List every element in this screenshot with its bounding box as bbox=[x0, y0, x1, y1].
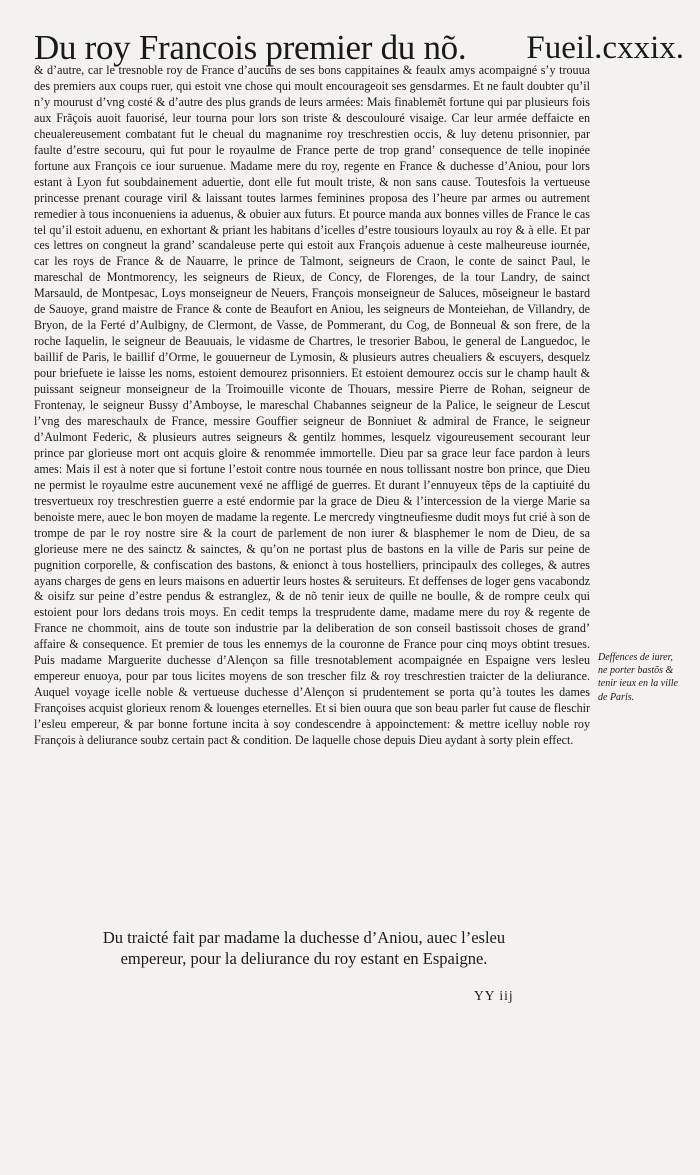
signature-mark: YY iij bbox=[474, 988, 514, 1003]
running-title: Du roy Francois premier du nõ. bbox=[34, 28, 467, 67]
main-text-block bbox=[34, 63, 590, 749]
body-paragraph: & d’autre, car le tresnoble roy de France d’aucuns de ses bons cappitaines & feaulx amys acompaigné s’y trouua des premiers aux coups ruer, qui estoit vne chose qui moult encourageoit ses gensdarmes. Et ne fault doubter qu’il n’y mourust d’vng costé & d’autre des plus grands de leurs armées: Mais finablemẽt fortune qui par plusieurs fois aux Frãçois auoit fauorisé, leur tourna pour lors son triste & descoulouré visaige. Car leur armée deffaicte en cheualereusement combatant fut le cheual du magnanime roy treschrestien occis, & luy detenu prisonnier, par faulte d’estre secouru, qui fut pour le royaulme de France perte de trop grand’ consequence de telle inopinée fortune aux François ce iour suruenue. Madame mere du roy, regente en France & duchesse d’Aniou, pour lors estant à Lyon fut soubdainement aduertie, dont elle fut moult triste, & non sans cause. Toutesfois la vertueuse princesse prenant courage viril & laissant toutes larmes feminines proposa des l’heure par armes ou autrement remedier à tous inconueniens ia aduenus, & obuier aux futurs. Et pource manda aux bonnes villes de France le cas tel qu’il estoit aduenu, en exhortant & priant les habitans d’icelles d’estre tousiours loyaulx au roy & à elle. Et par ces lettres on congneut la grand’ scandaleuse perte qui estoit aux François aduenue à ceste malheureuse iournée, car les roys de France & de Nauarre, le prince de Talmont, seigneurs de Craon, le conte de sainct Paul, le mareschal de Montmorency, les seigneurs de Rieux, de Concy, de Florenges, de la tour Landry, de sainct Marsauld, de Montpesac, Loys monseigneur de Neuers, François monseigneur de Saluces, mõseigneur le bastard de Sauoye, grand maistre de France & conte de Beaufort en Aniou, les seigneurs de Monteiehan, de Villandry, de Bryon, de la Ferté d’Aulbigny, de Clermont, de Vasse, de Pommerant, du Cog, de Bonneual & son frere, de la roche Iaquelin, le seigneur de Beauuais, le vidasme de Chartres, le tresorier Babou, le general de Languedoc, le baillif de Paris, le baillif d’Orme, le gouuerneur de Lymosin, & plusieurs autres cheualiers & escuyers, desquelz pour briefuete ie laisse les noms, estoient demourez prisonniers. Et estoient demourez occis sur le champ hault & puissant seigneur monseigneur de la Troimouille viconte de Thouars, messire Pierre de Rohan, seigneur de Frontenay, le seigneur Bussy d’Amboyse, le mareschal Chabannes seigneur de la Palice, le seigneur de Lescut l’vng des mareschaulx de France, messire Gouffier seigneur de Bonniuet & admiral de France, le seigneur d’Aulmont Federic, & plusieurs autres seigneurs & gentilz hommes, lesquelz vigoureusement secourant leur prince par glorieuse mort ont acquis gloire & renommée immortelle. Dieu par sa grace leur face pardon à leurs ames: Mais il est à noter que si fortune l’estoit contre nous tournée en nous tollissant nostre bon prince, que Dieu ne permist le royaulme estre aucunement vexé ne affligé de guerres. Et durant l’ennuyeux tẽps de la captiuité du tresvertueux roy treschrestien guerre a esté endormie par la grace de Dieu & l’intercession de la vierge Marie sa benoiste mere, auec le bon moyen de madame la regente. Le mercredy vingtneufiesme dudit moys fut crié à son de trompe de par le roy nostre sire & la court de parlement de non iurer & blasphemer le nom de Dieu, de sa glorieuse mere ne des sainctz & sainctes, & qu’on ne portast plus de bastons en la ville de Paris sur peine de pugnition corporelle, & confiscation des bastons, & enionct à tous hostelliers, principaulx des colleges, & autres ayans charges de gens en leurs maisons en aduertir leurs hostes & seruiteurs. Et deffenses de loger gens vacabondz & oisifz sur peine d’estre pendus & estranglez, & de nõ tenir ieux de quille ne boulle, & de rompre ceulx qui estoient pour lors dedans trois moys. En cedit temps la tresprudente dame, madame mere du roy & regente de France ne chommoit, ains de toute son industrie par la deliberation de son conseil bastissoit choses de grand’ affaire & consequence. Et premier de tous les ennemys de la couronne de France pour cinq moys obtint tresues. Puis madame Marguerite duchesse d’Alençon sa fille tresnotablement acompaignée en Espaigne vers lesleu empereur enuoya, pour par tous licites moyens de son trescher filz & roy treschrestien traicter de la deliurance. Auquel voyage icelle noble & vertueuse duchesse d’Alençon si prudentement se porta qu’à toutes les dames Françoises acquist glorieux renom & louenges eternelles. Et si bien ouura que son beau parler fut cause de fleschir l’esleu empereur, & par bonne fortune incita à soy condescendre à appoinctement: & mettre icelluy noble roy François à deliurance soubz certain pact & condition. De laquelle chose depuis Dieu aydant à sorty plein effect. bbox=[34, 63, 590, 748]
folio-number: Fueil.cxxix. bbox=[526, 30, 684, 66]
margin-note: Deffences de iurer, ne porter bastõs & tenir ieux en la ville de Paris. bbox=[598, 652, 678, 703]
section-heading: Du traicté fait par madame la duchesse d’Aniou, auec l’esleu empereur, pour la deliurance du roy estant en Espaigne. bbox=[102, 928, 506, 968]
